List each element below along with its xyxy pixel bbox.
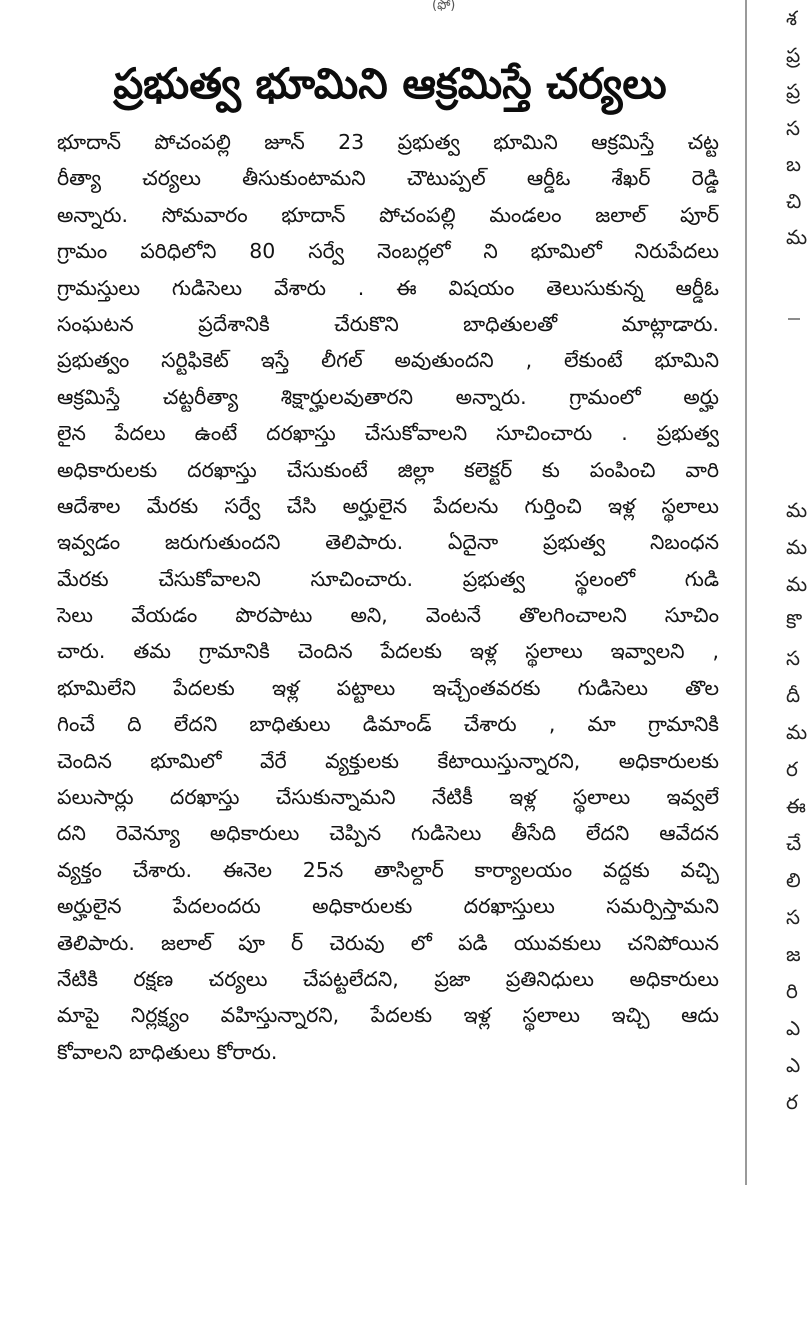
adjacent-column-line: ఎ	[786, 1053, 801, 1077]
article-line: పలుసార్లు దరఖాస్తు చేసుకున్నామని నేటికీ ఇళ్ల స్థలాలు ఇవ్వలే	[57, 785, 719, 810]
adjacent-column-line: మ	[786, 535, 807, 559]
adjacent-column-line: స	[786, 646, 801, 670]
article-line: భూమిలేని పేదలకు ఇళ్ల పట్టాలు ఇచ్చేంతవరకు గుడిసెలు తొల	[57, 675, 719, 700]
adjacent-column-line: మ	[786, 720, 807, 744]
column-divider	[745, 0, 747, 1185]
adjacent-column-line: శ	[786, 6, 797, 30]
article-line: రీత్యా చర్యలు తీసుకుంటామని చౌటుప్పల్ ఆర్డీఓ శేఖర్ రెడ్డి	[57, 166, 719, 191]
article-line: గ్రామస్తులు గుడిసెలు వేశారు . ఈ విషయం తెలుసుకున్న ఆర్డీఓ	[57, 275, 719, 300]
adjacent-column-line: మ	[786, 225, 807, 249]
article-line: ఆక్రమిస్తే చట్టరీత్యా శిక్షార్హులవుతారని అన్నారు. గ్రామంలో అర్హు	[57, 384, 719, 409]
adjacent-column-bottom-fragment	[786, 492, 807, 1121]
article-line: గించే ది లేదని బాధితులు డిమాండ్ చేశారు , మా గ్రామానికి	[57, 712, 719, 737]
article-line: నేటికి రక్షణ చర్యలు చేపట్టలేదని, ప్రజా ప్రతినిధులు అధికారులు	[57, 966, 719, 991]
article-line: ఇవ్వడం జరుగుతుందని తెలిపారు. ఏదైనా ప్రభుత్వ నిబంధన	[57, 530, 719, 555]
adjacent-column-line: బ	[786, 152, 801, 176]
article-line: మేరకు చేసుకోవాలని సూచించారు. ప్రభుత్వ స్థలంలో గుడి	[57, 566, 719, 591]
adjacent-column-line: ప్ర	[786, 42, 801, 67]
article-line: దని రెవెన్యూ అధికారులు చెప్పిన గుడిసెలు తీసేది లేదని ఆవేదన	[57, 821, 719, 846]
article-line: తెలిపారు. జలాల్ పూ ర్ చెరువు లో పడి యువకులు చనిపోయిన	[57, 930, 719, 955]
article-line: ఆదేశాల మేరకు సర్వే చేసి అర్హులైన పేదలను గుర్తించి ఇళ్ల స్థలాలు	[57, 493, 719, 518]
article-line: చారు. తమ గ్రామానికి చెందిన పేదలకు ఇళ్ల స్థలాలు ఇవ్వాలని ,	[57, 639, 719, 664]
cut-off-text-fragment: (ఫో)	[432, 0, 456, 13]
article-body	[57, 124, 719, 1070]
adjacent-column-line: కొ	[786, 609, 802, 633]
adjacent-column-line: మ	[786, 572, 807, 596]
article-line: గ్రామం పరిధిలోని 80 సర్వే నెంబర్లలో ని భూమిలో నిరుపేదలు	[57, 239, 719, 264]
article-line: లైన పేదలు ఉంటే దరఖాస్తు చేసుకోవాలని సూచించారు . ప్రభుత్వ	[57, 421, 719, 446]
article-line: ప్రభుత్వం సర్టిఫికెట్ ఇస్తే లీగల్ అవుతుందని , లేకుంటే భూమిని	[57, 348, 719, 373]
adjacent-column-line: రి	[786, 979, 798, 1003]
adjacent-column-line: మ	[786, 498, 807, 522]
article-line: సంఘటన ప్రదేశానికి చేరుకొని బాధితులతో మాట్లాడారు.	[57, 311, 719, 336]
article-line: భూదాన్ పోచంపల్లి జూన్ 23 ప్రభుత్వ భూమిని ఆక్రమిస్తే చట్ట	[57, 130, 719, 154]
article-line: సెలు వేయడం పొరపాటు అని, వెంటనే తొలగించాలని సూచిం	[57, 603, 719, 628]
adjacent-column-line: జ	[786, 942, 801, 966]
adjacent-column-line: ర	[786, 1090, 798, 1114]
article-line: మాపై నిర్లక్ష్యం వహిస్తున్నారని, పేదలకు ఇళ్ల స్థలాలు ఇచ్చి ఆదు	[57, 1003, 719, 1028]
adjacent-column-line: చి	[786, 188, 802, 213]
adjacent-column-line: ర	[786, 757, 798, 781]
adjacent-column-line: ఎ	[786, 1016, 801, 1040]
adjacent-column-line: స	[786, 115, 801, 140]
adjacent-column-line: దీ	[786, 683, 801, 707]
article-line: అన్నారు. సోమవారం భూదాన్ పోచంపల్లి మండలం జలాల్ పూర్	[57, 202, 719, 227]
article-headline: ప్రభుత్వ భూమిని ఆక్రమిస్తే చర్యలు	[113, 59, 667, 109]
adjacent-column-line: చే	[786, 831, 802, 855]
article-line: చెందిన భూమిలో వేరే వ్యక్తులకు కేటాయిస్తున్నారని, అధికారులకు	[57, 748, 719, 773]
article-line: వ్యక్తం చేశారు. ఈనెల 25న తాసిల్దార్ కార్యాలయం వద్దకు వచ్చి	[57, 857, 719, 882]
adjacent-column-line: స	[786, 905, 801, 929]
adjacent-column-line: ప్ర	[786, 79, 801, 103]
adjacent-column-top-fragment	[786, 0, 807, 256]
section-rule	[788, 318, 800, 320]
article-line: కోవాలని బాధితులు కోరారు.	[57, 1039, 278, 1064]
article-line: అర్హులైన పేదలందరు అధికారులకు దరఖాస్తులు సమర్పిస్తామని	[57, 894, 719, 919]
adjacent-column-line: లి	[786, 868, 801, 892]
article-line: అధికారులకు దరఖాస్తు చేసుకుంటే జిల్లా కలెక్టర్ కు పంపించి వారి	[57, 457, 719, 482]
adjacent-column-line: ఈ	[786, 794, 806, 818]
